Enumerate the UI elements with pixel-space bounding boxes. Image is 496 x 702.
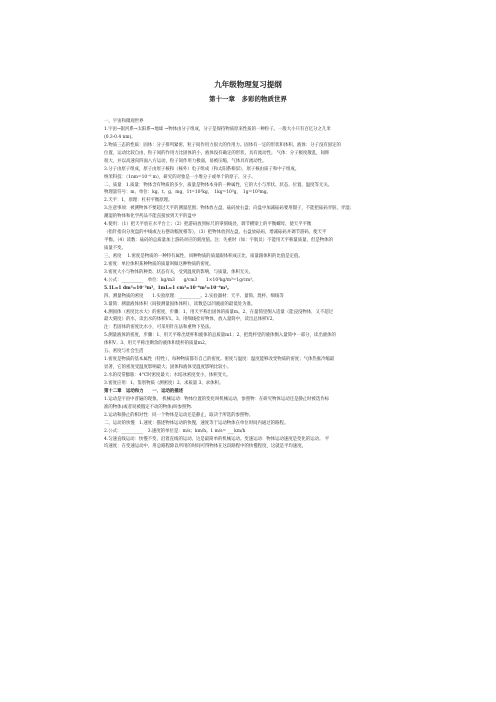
text-line: 最大刻度）的水，读出水的体积V1。3、用细线拴好物体，放入量筒中，读出总体积V2。 <box>104 317 277 323</box>
text-line: 准的物体(或者说被假定不动的物体)叫参照物. <box>104 404 193 410</box>
text-line: 位置，运动比较自由，粒子间的作用力比固体的小，液体没有确定的形状，具有流动性。 气体：分子极度散乱，间距 <box>104 150 330 156</box>
text-line: 物理量符号：m，单位：kg、t、g、mg，1t=10³kg， 1kg=10³g， 1g=10³mg。 <box>104 190 271 196</box>
text-line: 2.公式：__________ 3.速度的单位是：m/s；km/h。1 m/s= ___km/h <box>104 428 246 434</box>
text-line: 二、运动的快慢 1.速度：描述物体运动的快慢，速度等于运动物体在单位时间内通过的路程。 <box>104 420 289 426</box>
text-line: 1.运动是宇宙中普遍的现象。 机械运动：物体位置的变化叫机械运动，参照物：在研究物体运动还是静止时被选作标 <box>104 396 330 402</box>
text-line: 2.物质三态的性质：固体：分子排列紧密，粒子间作用力很大的作用力。固体有一定的形状和体积。液体：分子没有固定的 <box>104 142 341 148</box>
text-line: 2.密度：单位体积某种物质的质量叫做这种物质的密度。 <box>104 261 214 267</box>
text-line: 3.密度大小与物体的种类、状态有关，受到温度的影响，与质量、体积无关。 <box>104 269 254 275</box>
text-line: 4.匀速直线运动：快慢不变、沿着直线的运动。这是最简单的机械运动。变速运动：物体运动速度是变化的运动。 平 <box>104 436 330 442</box>
text-line: (0.3-0.4 nm)。 <box>104 134 136 140</box>
text-line: 5.测量液体的密度，步骤：1、用天平称出烧杯和液体的总质量m1；2、把烧杯里的液体倒入量筒中一部分，读出液体的 <box>104 333 336 339</box>
text-line: 平衡。（4）读数：砝码的总质量加上游码对应的刻度值。注：失重时（如：宇航员）不能用天平称量质量，但是物体的 <box>104 238 333 244</box>
text-line: 1.密度是物质的基本属性（特性），每种物质都有自己的密度。密度与温度：温度能够改变物质的密度；气体热胀冷缩最 <box>104 357 335 363</box>
document-body <box>104 118 398 451</box>
text-line: 4.使用：（1）把天平放在水平台上；（2）把游码放到标尺的零刻线处，调节横梁上的平衡螺母，使天平平衡 <box>104 222 312 228</box>
text-line: 二、质量 1.质量：物体含有物质的多少，质量是物体本身的一种属性，它的大小与形状、状态、位置、温度等无关。 <box>104 182 333 188</box>
text-line: 一、宇宙和微观世界 <box>104 119 144 124</box>
text-line: 很大，并以高速向四面八方运动，粒子间作用力极弱，易被压缩，气体具有流动性。 <box>104 158 267 164</box>
text-line: 第十二章 运动和力 一、运动的描述 <box>104 388 184 394</box>
text-line: 质量不变。 <box>104 246 126 251</box>
text-line: 显著，它的密度受温度影响最大；固体和液体受温度影响比较小。 <box>104 365 232 371</box>
text-line: 4.公式：__________ 单位：kg/m3 g/cm3 1×10³kg/m³=1g/cm³。 <box>104 277 257 283</box>
text-line: 均速度：在变速运动中，用总路程除以所用的时间可得物体在这段路程中的快慢程度，这就是平均速度。 <box>104 444 306 450</box>
text-line: 3.量筒：测量液体体积（间接测量固体体积），读数是以凹液面的最低处为准。 <box>104 301 256 307</box>
text-line: 4.测固体（密度比水大）的密度，步骤：1、用天平称出固体的质量m。2、在量筒里倒入适量（能浸没物体，又不超过 <box>104 309 334 315</box>
text-line: 四、测量物质的密度 1.实验原理：__________。2.实验器材：天平、量筒、烧杯、细线等 <box>104 293 284 299</box>
text-line: 三、密度 1.密度是物质的一种特有属性，同种物质的质量跟体积成正比，质量跟体积的比值是定值。 <box>104 253 303 259</box>
chapter-heading: 第十一章 多彩的物质世界 <box>209 95 287 103</box>
text-line: 纳米科技：（1nm=10⁻⁹ m），研究的对象是一小堆分子或单个的原子、分子。 <box>104 174 256 180</box>
text-line: 3.密度应用：1、鉴别物质（测密度）2、求质量 3、求体积。 <box>104 380 224 386</box>
text-line: 2.天平：1，原理：杠杆平衡原理。 <box>104 198 173 204</box>
text-line: 五、密度与社会生活 <box>104 349 144 355</box>
text-line: 潮湿的物体和化学药品不能直接放到天平的盘中 <box>104 214 197 220</box>
text-line: （指针指向分度盘的中线或左右摆动幅度相等），（3）把物体放到左盘，右盘放砝码，增减砝码并调节游码，使天平 <box>104 230 327 236</box>
text-line: 体积V；3、用天平称出剩余的液体和烧杯的质量m2。 <box>104 341 210 347</box>
text-line: 3.注意事项：被测物体不要超过天平的测量范围；物体放左盘，砝码放右盘；向盘中加减砝码要用镊子，不能把砝码弄脏、弄湿； <box>104 206 355 212</box>
text-line: 1.宇宙→银河系→太阳系→地球 →物体由分子组成，分子是保持物质原来性质的一种粒子。一般大小只有百亿分之几米 <box>104 126 331 132</box>
text-line: 3.分子由原子组成，原子由原子核和（核外）电子组成（和太阳系相似），原子核由质子和中子组成。 <box>104 166 300 172</box>
text-line: 2.运动和静止的相对性：同一个物体是运动还是静止，取决于所选的参照物。 <box>104 412 254 418</box>
text-line: 5.1L=1 dm³=10⁻³m³，1mL=1 cm³=10⁻⁶m³=10⁻⁶m³。 <box>104 285 232 291</box>
document-title: 九年级物理复习提纲 <box>214 80 282 89</box>
text-line: 2.水的反常膨胀：4°C时密度最大；水结冰密度变小，体积变大。 <box>104 373 231 378</box>
text-line: 注：若固体的密度比水小，可采用针压法和重物下坠法。 <box>104 325 214 331</box>
